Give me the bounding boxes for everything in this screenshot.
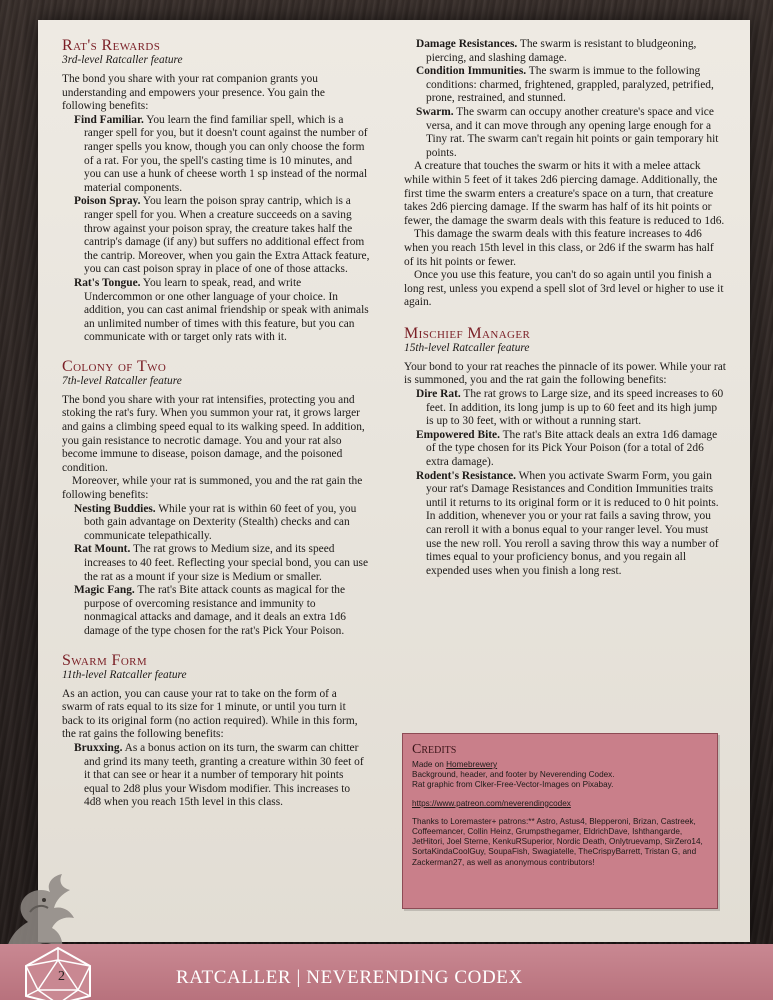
feature-poison-spray: Poison Spray. You learn the poison spray cantrip, which is a ranger spell for you. When a creature succeeds on a saving throw against your poison spray, the creature takes half the cantrip's damage (if any) but suffers no additional effect from the cantrip. Moreover, when you gain the Extra Attack feature, you can cast poison spray in place of one of those attacks.	[74, 195, 370, 276]
feature-nesting-buddies: Nesting Buddies. While your rat is within 60 feet of you, you both gain advantage on Dexterity (Stealth) checks and can communicate telepathically.	[74, 502, 357, 542]
feature-rat-mount: Rat Mount. The rat grows to Medium size, and its speed increases to 40 feet. Reflecting your special bond, you can use the rat as a mount if your size is Medium or smaller.	[74, 543, 369, 583]
credits-line: Background, header, and footer by Neverending Codex.	[412, 770, 615, 780]
paragraph: A creature that touches the swarm or hits it with a melee attack while within 5 feet of it takes 2d6 piercing damage. Additionally, the first time the swarm enters a creature's space on a turn, that creature takes 2d6 piercing damage. If the swarm has half of its hit points or fewer, the damage the swarm deals with this feature is reduced to 1d6.	[404, 160, 725, 227]
feature-magic-fang: Magic Fang. The rat's Bite attack counts as magical for the purpose of overcoming resistance and immunity to nonmagical attacks and damage, and it deals an extra 1d6 damage of the type chosen for the rat's Pick Your Poison.	[74, 584, 346, 637]
feature-condition-immunities: Condition Immunities. The swarm is immue to the following conditions: charmed, frightened, grappled, paralyzed, petrified, prone, restrained, and stunned.	[416, 65, 714, 105]
paragraph: The bond you share with your rat intensifies, protecting you and stoking the rat's fury. When you summon your rat, it grows larger and gains a climbing speed equal to its walking speed. In addition, you gain resistance to necrotic damage. You and your rat also become immune to disease, poison damage, and the poisoned condition.	[62, 393, 365, 474]
feature-rats-tongue: Rat's Tongue. You learn to speak, read, and write Undercommon or one other language of your choice. In addition, you can cast animal friendship or speak with animals an unlimited number of times with this feature, but you can communicate with or target only rats with it.	[74, 276, 369, 344]
feature-find-familiar: Find Familiar. You learn the find familiar spell, which is a ranger spell for you, but it doesn't count against the number of ranger spells you know, though you can only choose the form of a rat. For you, the spell's casting time is 10 minutes, and you can use a hunk of cheese worth 1 sp instead of the normal material components.	[74, 113, 368, 194]
left-column	[62, 38, 370, 810]
paragraph: Once you use this feature, you can't do so again until you finish a long rest, unless you expend a spell slot of 3rd level or higher to use it again.	[404, 269, 724, 309]
feature-damage-resistances: Damage Resistances. The swarm is resistant to bludgeoning, piercing, and slashing damage.	[416, 38, 697, 64]
paragraph: Moreover, while your rat is summoned, you and the rat gain the following benefits:	[62, 475, 363, 502]
credits-line: Rat graphic from Clker-Free-Vector-Images on Pixabay.	[412, 780, 614, 790]
paragraph: This damage the swarm deals with this feature increases to 4d6 when you reach 15th level in this class, or 2d6 if the swarm has half of its hit points or fewer.	[404, 228, 714, 268]
credits-thanks: Thanks to Loremaster+ patrons:** Astro, Astus4, Blepperoni, Brizan, Castreek, Coffeemancer, Collin Heinz, Grumpsthegamer, EldrichDave, Ishthangarde, JetHitori, Joel Sterne, KenkuRSuperior, Nordic Death, Onlytruevamp, SirZero14, SortaKindaCoolGuy, SoupaFish, Swagiatelle, TheCrispyBarrett, Tristan G, and Zackerman27, as well as anonymous contributors!	[412, 816, 703, 867]
paragraph: The bond you share with your rat companion grants you understanding and empowers your presence. You gain the following benefits:	[62, 73, 325, 113]
right-column	[404, 38, 726, 578]
footer-title: RATCALLER | NEVERENDING CODEX	[176, 967, 523, 988]
feature-empowered-bite: Empowered Bite. The rat's Bite attack deals an extra 1d6 damage of the type chosen for its Pick Your Poison (for a total of 2d6 extra damage).	[416, 428, 718, 469]
section-title-mischief-manager: Mischief Manager	[404, 324, 531, 342]
section-subtitle: 7th-level Ratcaller feature	[62, 374, 182, 387]
paragraph: As an action, you can cause your rat to take on the form of a swarm of rats equal to its size for 1 minute, or until you turn it back to its original form (no action required). While in this form, the rat gains the following benefits:	[62, 687, 358, 741]
homebrewery-link[interactable]: Homebrewery	[446, 760, 498, 769]
section-subtitle: 15th-level Ratcaller feature	[404, 341, 530, 354]
feature-bruxxing: Bruxxing. As a bonus action on its turn, the swarm can chitter and grind its many teeth, granting a creature within 30 feet of it that can see or hear it a number of temporary hit points equal to 2d8 plus your Wisdom modifier. This increases to 4d8 when you reach 15th level in this class.	[74, 741, 364, 809]
section-title-rats-rewards: Rat's Rewards	[62, 37, 161, 54]
section-subtitle: 3rd-level Ratcaller feature	[62, 54, 183, 66]
credits-made-on: Made on Homebrewery	[412, 760, 498, 769]
credits-box	[402, 733, 718, 909]
section-subtitle: 11th-level Ratcaller feature	[62, 668, 187, 681]
feature-dire-rat: Dire Rat. The rat grows to Large size, and its speed increases to 60 feet. In addition, its long jump is up to 60 feet and its high jump is up to 30 feet, with or without a running start.	[416, 388, 724, 428]
feature-rodents-resistance: Rodent's Resistance. When you activate Swarm Form, you gain your rat's Damage Resistances and Condition Immunities traits until it returns to its original form or it is reduced to 0 hit points. In addition, whenever you or your rat fails a saving throw, you can reroll it with a bonus equal to your ranger level. You must use the new roll. You reroll a saving throw this way a number of times equal to your proficiency bonus, and you regain all expended uses when you finish a long rest.	[416, 469, 719, 577]
section-title-swarm-form: Swarm Form	[62, 651, 148, 669]
feature-swarm: Swarm. The swarm can occupy another creature's space and vice versa, and it can move through any opening large enough for a Tiny rat. The swarm can't regain hit points or gain temporary hit points.	[416, 105, 719, 159]
page-number: 2	[58, 969, 65, 984]
patreon-link[interactable]: https://www.patreon.com/neverendingcodex	[412, 798, 571, 808]
section-title-colony-of-two: Colony of Two	[62, 357, 167, 375]
paragraph: Your bond to your rat reaches the pinnacle of its power. While your rat is summoned, you and the rat gain the following benefits:	[404, 360, 726, 387]
credits-title: Credits	[412, 742, 457, 757]
